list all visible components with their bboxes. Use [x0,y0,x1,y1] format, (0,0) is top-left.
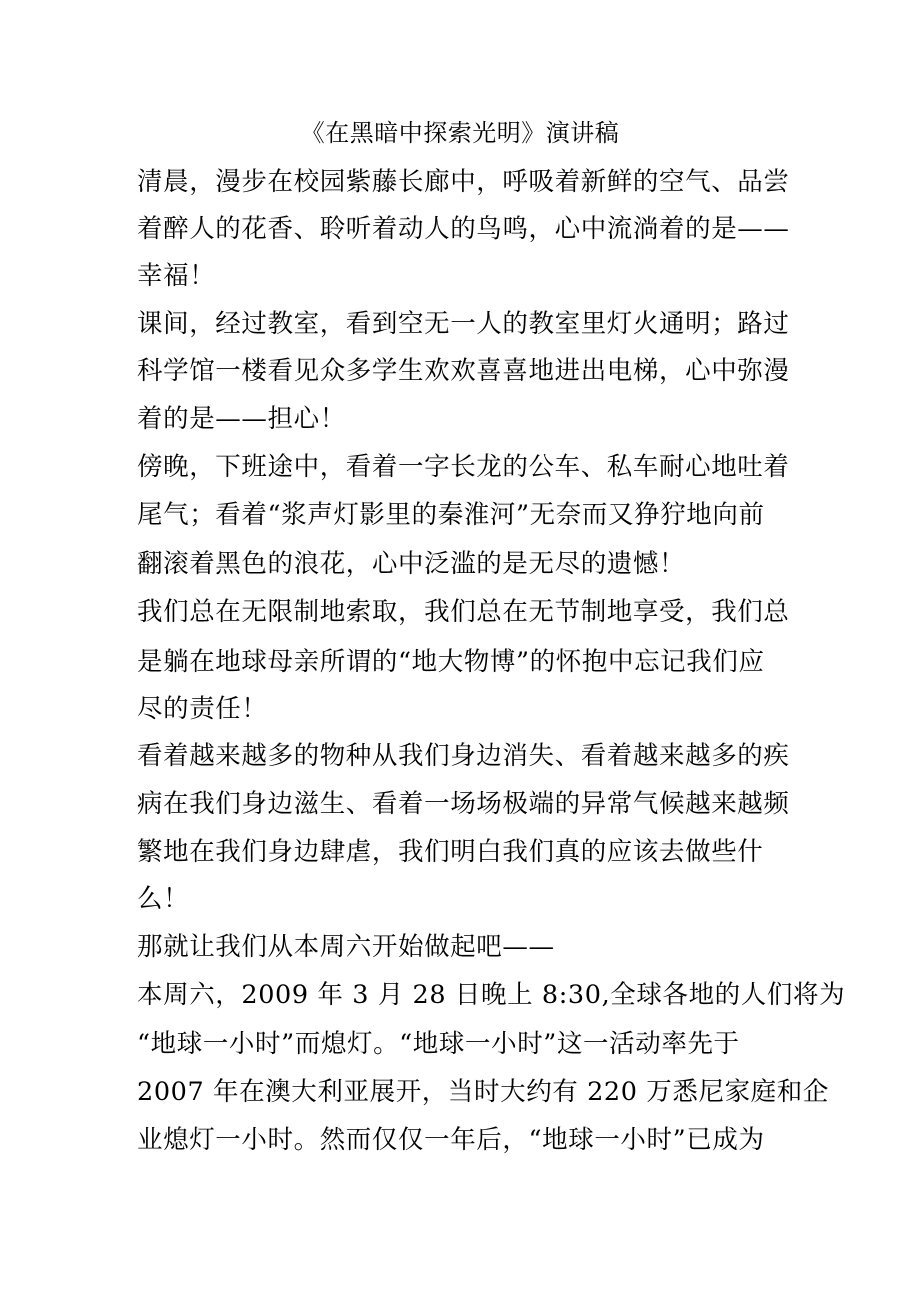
text-line: 课间，经过教室，看到空无一人的教室里灯火通明；路过 [137,309,790,339]
text-line: 看着越来越多的物种从我们身边消失、看着越来越多的疾 [137,741,790,771]
text-line: 业熄灯一小时。然而仅仅一年后，“地球一小时”已成为 [137,1125,765,1155]
text-line: 翻滚着黑色的浪花，心中泛滥的是无尽的遗憾！ [137,549,686,579]
text-line: 科学馆一楼看见众多学生欢欢喜喜地进出电梯，心中弥漫 [137,356,790,386]
text-line: 本周六，2009 年 3 月 28 日晚上 8:30,全球各地的人们将为 [137,980,846,1010]
text-line: “地球一小时”而熄灯。“地球一小时”这一活动率先于 [137,1029,740,1059]
text-line: 么！ [137,884,190,914]
text-line: 那就让我们从本周六开始做起吧—— [137,932,555,962]
text-line: 傍晚，下班途中，看着一字长龙的公车、私车耐心地吐着 [137,452,790,482]
text-line: 我们总在无限制地索取，我们总在无节制地享受，我们总 [137,597,790,627]
text-line: 病在我们身边滋生、看着一场场极端的异常气候越来越频 [137,789,790,819]
text-line: 繁地在我们身边肆虐，我们明白我们真的应该去做些什 [137,837,764,867]
text-line: 着醉人的花香、聆听着动人的鸟鸣，心中流淌着的是—— [137,214,790,244]
text-line: 着的是——担心！ [137,404,346,434]
page-title: 《在黑暗中探索光明》演讲稿 [300,119,620,147]
text-line: 尽的责任！ [137,694,268,724]
text-line: 清晨，漫步在校园紫藤长廊中，呼吸着新鲜的空气、品尝 [137,167,790,197]
text-line: 是躺在地球母亲所谓的“地大物博”的怀抱中忘记我们应 [137,647,765,677]
text-line: 尾气；看着“浆声灯影里的秦淮河”无奈而又狰狞地向前 [137,500,765,530]
text-line: 2007 年在澳大利亚展开，当时大约有 220 万悉尼家庭和企 [137,1077,829,1107]
text-line: 幸福！ [137,261,216,291]
